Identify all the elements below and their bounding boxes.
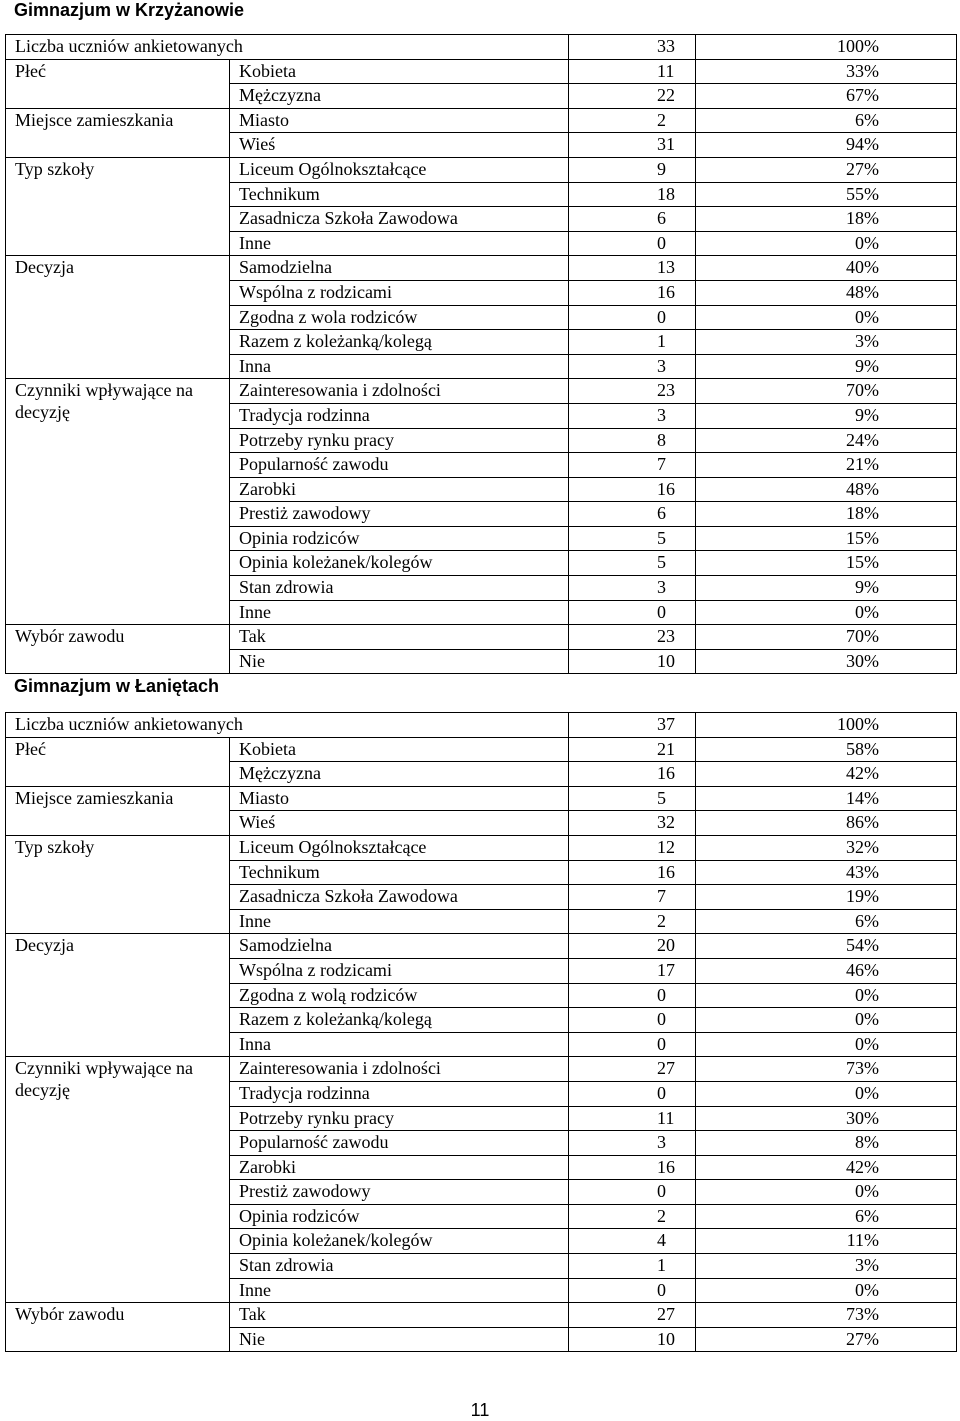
percent-cell: 73% <box>696 1303 957 1328</box>
row-item-label: Potrzeby rynku pracy <box>230 428 569 453</box>
percent-cell: 30% <box>696 649 957 674</box>
table-row <box>6 108 957 133</box>
percent-cell: 21% <box>696 453 957 478</box>
percent-cell: 58% <box>696 737 957 762</box>
count-cell: 0 <box>569 231 696 256</box>
count-cell: 3 <box>569 403 696 428</box>
percent-cell: 11% <box>696 1229 957 1254</box>
count-cell: 5 <box>569 551 696 576</box>
percent-cell: 30% <box>696 1106 957 1131</box>
count-cell: 27 <box>569 1303 696 1328</box>
count-cell: 11 <box>569 59 696 84</box>
percent-cell: 8% <box>696 1131 957 1156</box>
count-cell: 7 <box>569 453 696 478</box>
count-cell: 16 <box>569 280 696 305</box>
percent-cell: 14% <box>696 786 957 811</box>
count-cell: 18 <box>569 182 696 207</box>
percent-cell: 94% <box>696 133 957 158</box>
row-item-label: Tradycja rodzinna <box>230 403 569 428</box>
table-row <box>6 934 957 959</box>
row-group-label: Czynniki wpływające na decyzję <box>6 379 230 625</box>
row-item-label: Samodzielna <box>230 934 569 959</box>
row-item-label: Stan zdrowia <box>230 1254 569 1279</box>
percent-cell: 18% <box>696 207 957 232</box>
count-cell: 5 <box>569 786 696 811</box>
percent-cell: 73% <box>696 1057 957 1082</box>
count-cell: 0 <box>569 305 696 330</box>
table-row <box>6 35 957 60</box>
percent-cell: 0% <box>696 231 957 256</box>
count-cell: 16 <box>569 860 696 885</box>
row-item-label: Nie <box>230 1327 569 1352</box>
row-item-label: Miasto <box>230 786 569 811</box>
percent-cell: 9% <box>696 576 957 601</box>
count-cell: 1 <box>569 330 696 355</box>
row-group-label: Typ szkoły <box>6 157 230 255</box>
percent-cell: 6% <box>696 108 957 133</box>
count-cell: 16 <box>569 1155 696 1180</box>
section-title: Gimnazjum w Łaniętach <box>14 676 220 696</box>
row-group-label: Płeć <box>6 737 230 786</box>
count-cell: 22 <box>569 84 696 109</box>
row-item-label: Samodzielna <box>230 256 569 281</box>
count-cell: 17 <box>569 958 696 983</box>
percent-cell: 0% <box>696 1081 957 1106</box>
row-item-label: Inna <box>230 354 569 379</box>
row-group-label: Typ szkoły <box>6 835 230 933</box>
row-group-label: Decyzja <box>6 256 230 379</box>
count-cell: 0 <box>569 983 696 1008</box>
count-cell: 3 <box>569 354 696 379</box>
percent-cell: 100% <box>696 35 957 60</box>
table-row <box>6 256 957 281</box>
count-cell: 27 <box>569 1057 696 1082</box>
count-cell: 7 <box>569 885 696 910</box>
row-item-label: Zarobki <box>230 477 569 502</box>
survey-table <box>5 712 957 1352</box>
table-row <box>6 157 957 182</box>
row-item-label: Zgodna z wolą rodziców <box>230 983 569 1008</box>
count-cell: 0 <box>569 1180 696 1205</box>
row-item-label: Popularność zawodu <box>230 1131 569 1156</box>
count-cell: 20 <box>569 934 696 959</box>
percent-cell: 9% <box>696 403 957 428</box>
percent-cell: 0% <box>696 1278 957 1303</box>
count-cell: 12 <box>569 835 696 860</box>
row-group-label: Miejsce zamieszkania <box>6 786 230 835</box>
percent-cell: 70% <box>696 625 957 650</box>
row-item-label: Kobieta <box>230 737 569 762</box>
percent-cell: 70% <box>696 379 957 404</box>
section-title: Gimnazjum w Krzyżanowie <box>14 0 245 20</box>
row-item-label: Opinia rodziców <box>230 526 569 551</box>
percent-cell: 27% <box>696 157 957 182</box>
count-cell: 37 <box>569 713 696 738</box>
row-item-label: Liceum Ogólnokształcące <box>230 835 569 860</box>
table-row <box>6 379 957 404</box>
percent-cell: 46% <box>696 958 957 983</box>
count-cell: 8 <box>569 428 696 453</box>
percent-cell: 100% <box>696 713 957 738</box>
percent-cell: 18% <box>696 502 957 527</box>
percent-cell: 0% <box>696 983 957 1008</box>
row-group-label: Wybór zawodu <box>6 625 230 674</box>
count-cell: 3 <box>569 576 696 601</box>
row-item-label: Opinia rodziców <box>230 1204 569 1229</box>
count-cell: 6 <box>569 502 696 527</box>
row-item-label: Zainteresowania i zdolności <box>230 1057 569 1082</box>
row-item-label: Tak <box>230 625 569 650</box>
row-item-label: Opinia koleżanek/kolegów <box>230 1229 569 1254</box>
row-item-label: Kobieta <box>230 59 569 84</box>
count-cell: 23 <box>569 625 696 650</box>
count-cell: 2 <box>569 909 696 934</box>
count-cell: 4 <box>569 1229 696 1254</box>
percent-cell: 0% <box>696 1180 957 1205</box>
percent-cell: 0% <box>696 600 957 625</box>
percent-cell: 43% <box>696 860 957 885</box>
row-item-label: Prestiż zawodowy <box>230 1180 569 1205</box>
row-item-label: Razem z koleżanką/kolegą <box>230 330 569 355</box>
row-item-label: Inna <box>230 1032 569 1057</box>
row-item-label: Zasadnicza Szkoła Zawodowa <box>230 885 569 910</box>
row-group-label: Liczba uczniów ankietowanych <box>6 713 569 738</box>
row-item-label: Inne <box>230 600 569 625</box>
row-item-label: Technikum <box>230 860 569 885</box>
table-row <box>6 737 957 762</box>
row-item-label: Inne <box>230 909 569 934</box>
count-cell: 10 <box>569 649 696 674</box>
percent-cell: 3% <box>696 330 957 355</box>
count-cell: 2 <box>569 1204 696 1229</box>
row-item-label: Wieś <box>230 133 569 158</box>
row-item-label: Nie <box>230 649 569 674</box>
percent-cell: 15% <box>696 526 957 551</box>
percent-cell: 27% <box>696 1327 957 1352</box>
count-cell: 0 <box>569 1008 696 1033</box>
count-cell: 32 <box>569 811 696 836</box>
page-number: 11 <box>470 1400 490 1420</box>
percent-cell: 6% <box>696 1204 957 1229</box>
count-cell: 3 <box>569 1131 696 1156</box>
survey-table <box>5 34 957 674</box>
percent-cell: 0% <box>696 1008 957 1033</box>
count-cell: 0 <box>569 1278 696 1303</box>
percent-cell: 86% <box>696 811 957 836</box>
table-row <box>6 786 957 811</box>
percent-cell: 40% <box>696 256 957 281</box>
row-item-label: Inne <box>230 231 569 256</box>
percent-cell: 55% <box>696 182 957 207</box>
percent-cell: 32% <box>696 835 957 860</box>
table-row <box>6 713 957 738</box>
row-item-label: Mężczyzna <box>230 84 569 109</box>
count-cell: 16 <box>569 477 696 502</box>
row-group-label: Wybór zawodu <box>6 1303 230 1352</box>
count-cell: 0 <box>569 600 696 625</box>
count-cell: 21 <box>569 737 696 762</box>
row-item-label: Tradycja rodzinna <box>230 1081 569 1106</box>
count-cell: 5 <box>569 526 696 551</box>
row-item-label: Zgodna z wola rodziców <box>230 305 569 330</box>
row-group-label: Decyzja <box>6 934 230 1057</box>
row-item-label: Zainteresowania i zdolności <box>230 379 569 404</box>
row-item-label: Wspólna z rodzicami <box>230 958 569 983</box>
percent-cell: 42% <box>696 1155 957 1180</box>
row-item-label: Zarobki <box>230 1155 569 1180</box>
percent-cell: 6% <box>696 909 957 934</box>
count-cell: 11 <box>569 1106 696 1131</box>
percent-cell: 15% <box>696 551 957 576</box>
row-item-label: Miasto <box>230 108 569 133</box>
table-row <box>6 1057 957 1082</box>
percent-cell: 24% <box>696 428 957 453</box>
row-group-label: Czynniki wpływające na decyzję <box>6 1057 230 1303</box>
percent-cell: 48% <box>696 280 957 305</box>
percent-cell: 54% <box>696 934 957 959</box>
count-cell: 0 <box>569 1032 696 1057</box>
row-item-label: Razem z koleżanką/kolegą <box>230 1008 569 1033</box>
row-item-label: Mężczyzna <box>230 762 569 787</box>
count-cell: 33 <box>569 35 696 60</box>
row-group-label: Miejsce zamieszkania <box>6 108 230 157</box>
percent-cell: 48% <box>696 477 957 502</box>
count-cell: 1 <box>569 1254 696 1279</box>
table-row <box>6 625 957 650</box>
percent-cell: 3% <box>696 1254 957 1279</box>
table-row <box>6 59 957 84</box>
table-row <box>6 1303 957 1328</box>
percent-cell: 42% <box>696 762 957 787</box>
count-cell: 10 <box>569 1327 696 1352</box>
percent-cell: 9% <box>696 354 957 379</box>
count-cell: 16 <box>569 762 696 787</box>
count-cell: 0 <box>569 1081 696 1106</box>
count-cell: 13 <box>569 256 696 281</box>
count-cell: 6 <box>569 207 696 232</box>
row-item-label: Potrzeby rynku pracy <box>230 1106 569 1131</box>
row-item-label: Technikum <box>230 182 569 207</box>
percent-cell: 67% <box>696 84 957 109</box>
row-item-label: Opinia koleżanek/kolegów <box>230 551 569 576</box>
table-row <box>6 835 957 860</box>
row-item-label: Wspólna z rodzicami <box>230 280 569 305</box>
count-cell: 31 <box>569 133 696 158</box>
row-group-label: Płeć <box>6 59 230 108</box>
row-item-label: Stan zdrowia <box>230 576 569 601</box>
percent-cell: 19% <box>696 885 957 910</box>
count-cell: 2 <box>569 108 696 133</box>
row-item-label: Tak <box>230 1303 569 1328</box>
count-cell: 23 <box>569 379 696 404</box>
percent-cell: 0% <box>696 1032 957 1057</box>
row-item-label: Wieś <box>230 811 569 836</box>
row-item-label: Liceum Ogólnokształcące <box>230 157 569 182</box>
percent-cell: 0% <box>696 305 957 330</box>
row-item-label: Prestiż zawodowy <box>230 502 569 527</box>
row-group-label: Liczba uczniów ankietowanych <box>6 35 569 60</box>
row-item-label: Inne <box>230 1278 569 1303</box>
row-item-label: Zasadnicza Szkoła Zawodowa <box>230 207 569 232</box>
percent-cell: 33% <box>696 59 957 84</box>
count-cell: 9 <box>569 157 696 182</box>
row-item-label: Popularność zawodu <box>230 453 569 478</box>
